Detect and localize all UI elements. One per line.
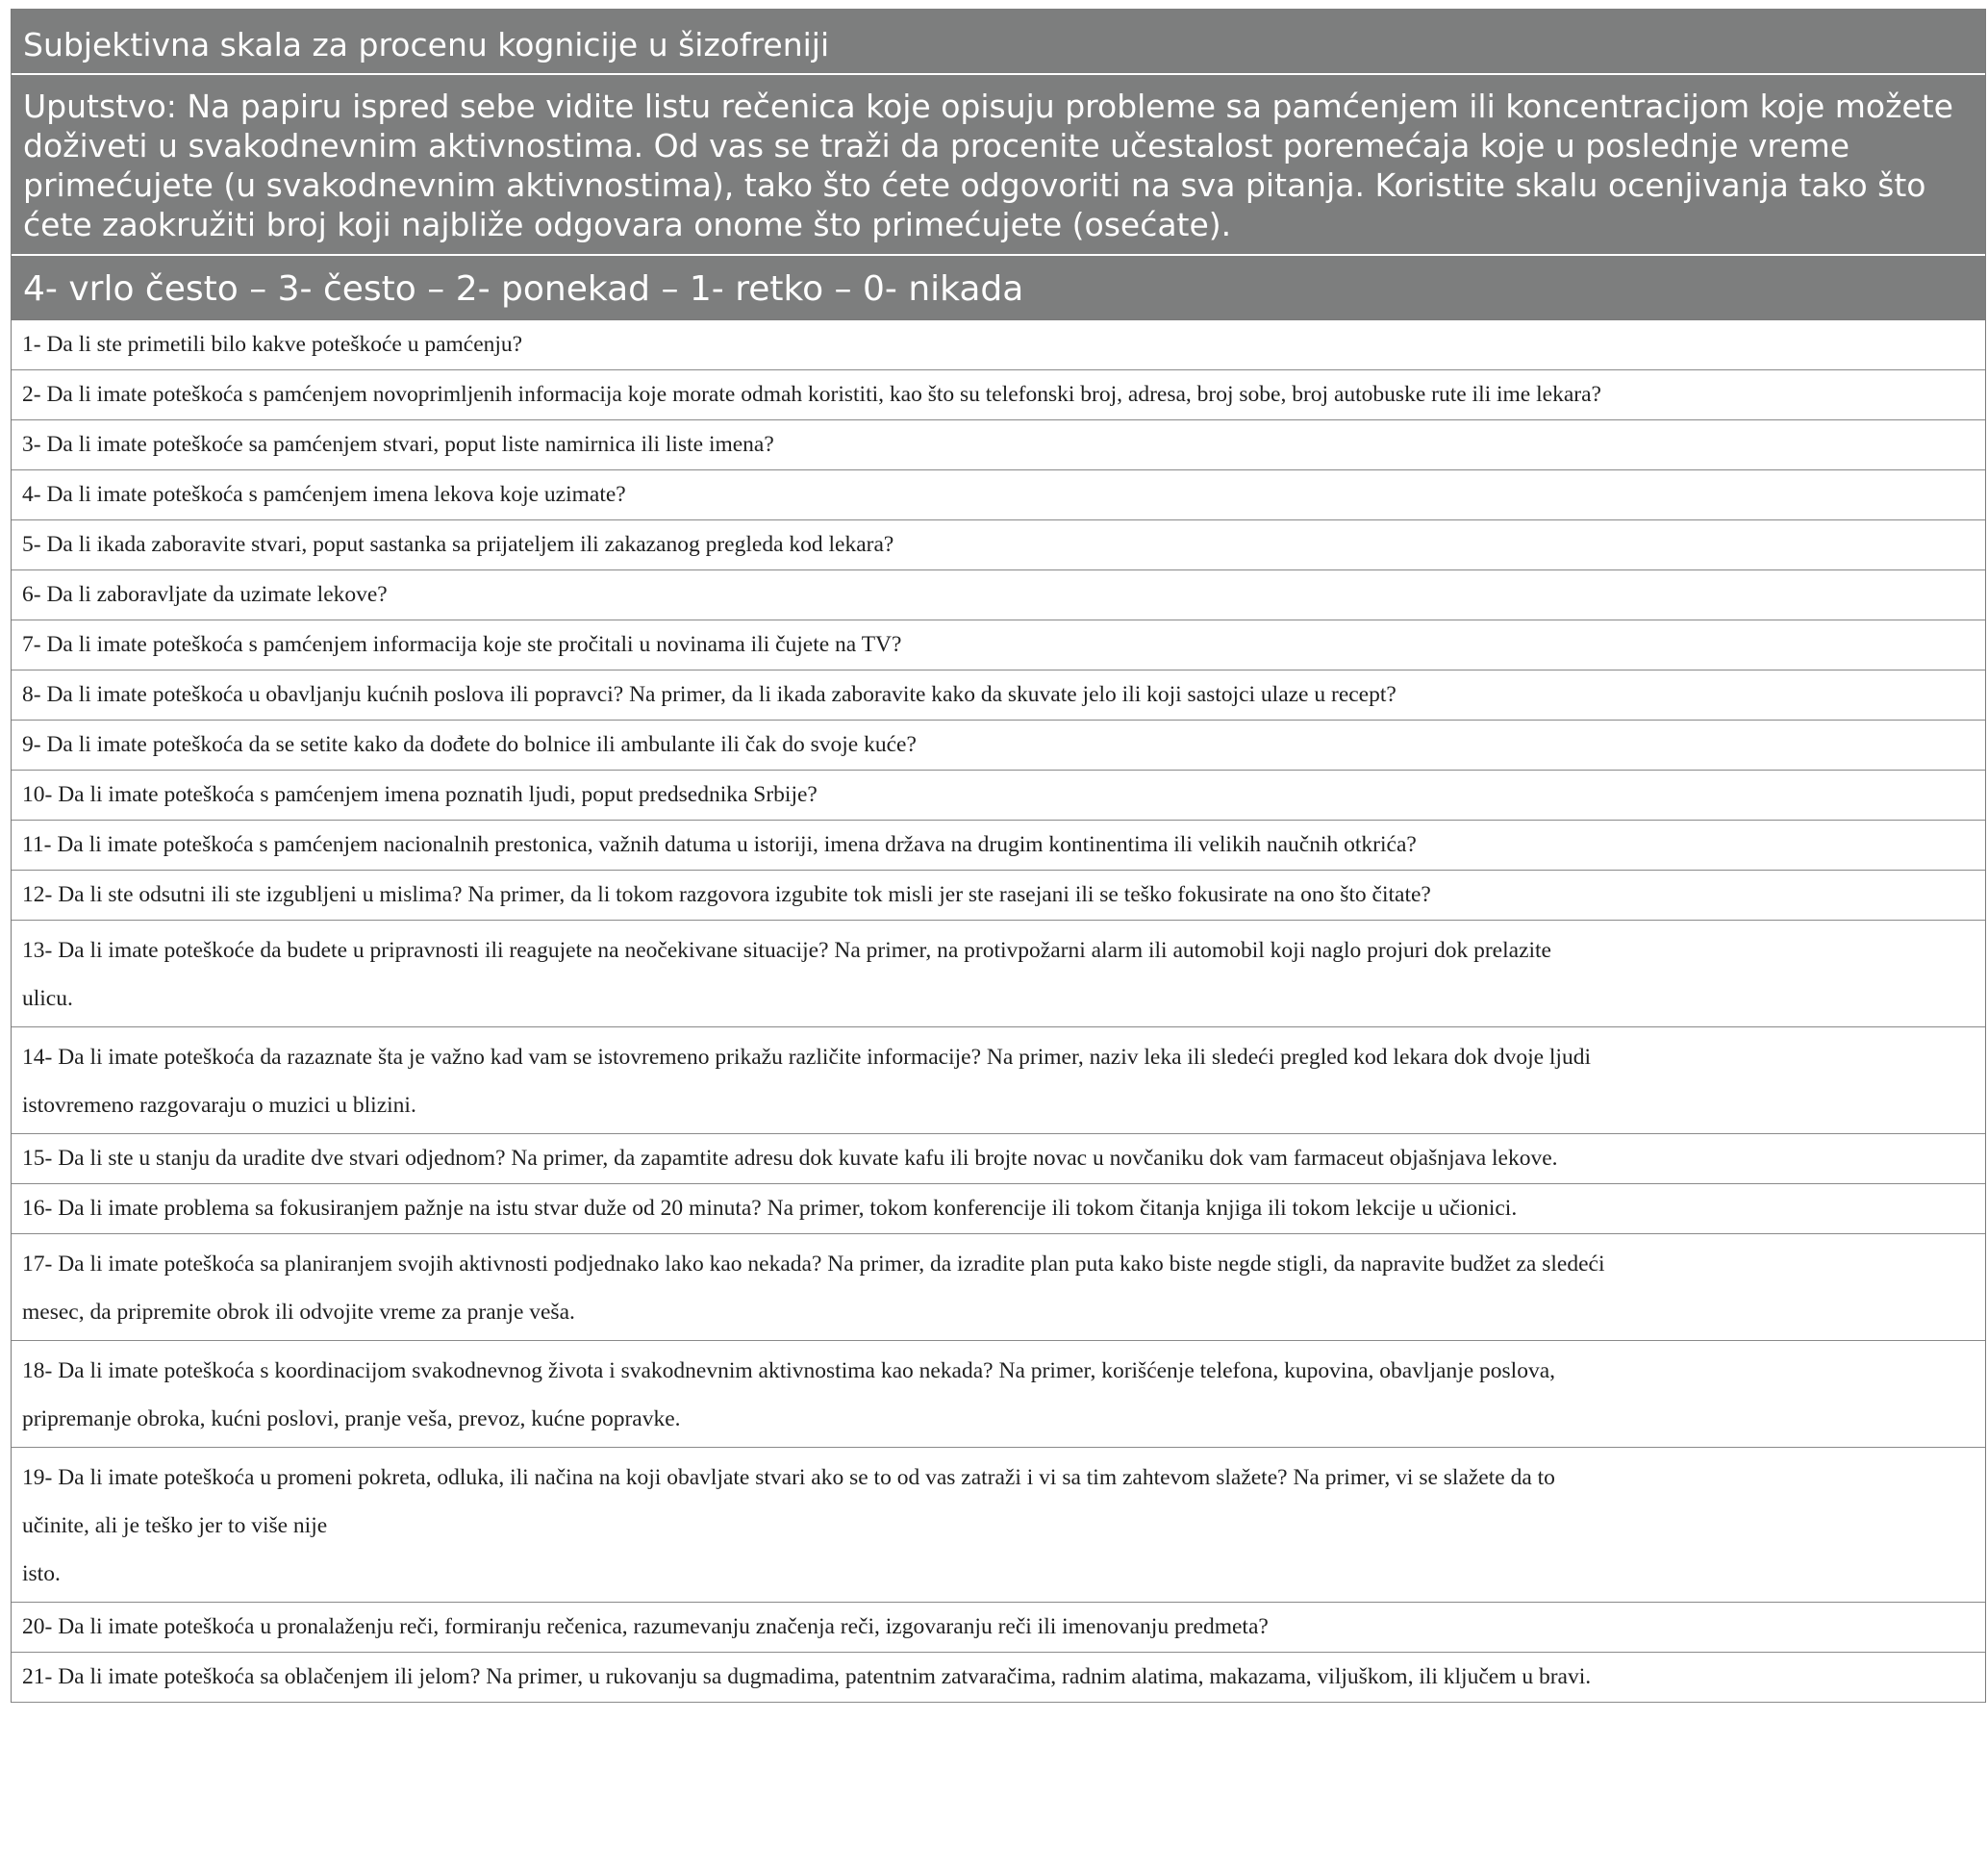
question-row: 19- Da li imate poteškoća u promeni pokreta, odluka, ili načina na koji obavljate stvari ako se to od vas zatraži i vi sa tim zahtevom slažete? Na primer, vi se slažete da to učinite, ali je teško jer to više nije isto. <box>12 1448 1985 1603</box>
question-row: 18- Da li imate poteškoća s koordinacijom svakodnevnog života i svakodnevnim aktivnostima kao nekada? Na primer, korišćenje telefona, kupovina, obavljanje poslova, pripremanje obroka, kućni poslovi, pranje veša, prevoz, kućne popravke. <box>12 1341 1985 1448</box>
question-row: 3- Da li imate poteškoće sa pamćenjem stvari, poput liste namirnica ili liste imena? <box>12 420 1985 470</box>
question-row: 9- Da li imate poteškoća da se setite kako da dođete do bolnice ili ambulante ili čak do svoje kuće? <box>12 721 1985 771</box>
table-title: Subjektivna skala za procenu kognicije u šizofreniji <box>12 9 1985 75</box>
question-row: 21- Da li imate poteškoća sa oblačenjem ili jelom? Na primer, u rukovanju sa dugmadima, patentnim zatvaračima, radnim alatima, makazama, viljuškom, ili ključem u bravi. <box>12 1653 1985 1703</box>
question-row: 14- Da li imate poteškoća da razaznate šta je važno kad vam se istovremeno prikažu različite informacije? Na primer, naziv leka ili sledeći pregled kod lekara dok dvoje ljudi istovremeno razgovaraju o muzici u blizini. <box>12 1027 1985 1134</box>
question-row: 1- Da li ste primetili bilo kakve poteškoće u pamćenju? <box>12 320 1985 370</box>
question-row: 4- Da li imate poteškoća s pamćenjem imena lekova koje uzimate? <box>12 470 1985 520</box>
question-row: 11- Da li imate poteškoća s pamćenjem nacionalnih prestonica, važnih datuma u istoriji, imena država na drugim kontinentima ili velikih naučnih otkrića? <box>12 821 1985 871</box>
question-row: 7- Da li imate poteškoća s pamćenjem informacija koje ste pročitali u novinama ili čujete na TV? <box>12 620 1985 670</box>
rating-scale: 4- vrlo često – 3- često – 2- ponekad – 1- retko – 0- nikada <box>12 256 1985 320</box>
question-row: 16- Da li imate problema sa fokusiranjem pažnje na istu stvar duže od 20 minuta? Na primer, tokom konferencije ili tokom čitanja knjiga ili tokom lekcije u učionici. <box>12 1184 1985 1234</box>
question-row: 12- Da li ste odsutni ili ste izgubljeni u mislima? Na primer, da li tokom razgovora izgubite tok misli jer ste rasejani ili se teško fokusirate na ono što čitate? <box>12 871 1985 921</box>
instruction-text: Uputstvo: Na papiru ispred sebe vidite listu rečenica koje opisuju probleme sa pamćenjem ili koncentracijom koje možete doživeti u svakodnevnim aktivnostima. Od vas se traži da procenite učestalost poremećaja koje u poslednje vreme primećujete (u svakodnevnim aktivnostima), tako što ćete odgovoriti na sva pitanja. Koristite skalu ocenjivanja tako što ćete zaokružiti broj koji najbliže odgovara onome što primećujete (osećate). <box>12 75 1985 256</box>
question-row: 15- Da li ste u stanju da uradite dve stvari odjednom? Na primer, da zapamtite adresu dok kuvate kafu ili brojte novac u novčaniku dok vam farmaceut objašnjava lekove. <box>12 1134 1985 1184</box>
question-row: 13- Da li imate poteškoće da budete u pripravnosti ili reagujete na neočekivane situacije? Na primer, na protivpožarni alarm ili automobil koji naglo projuri dok prelazite ulicu. <box>12 921 1985 1027</box>
question-row: 2- Da li imate poteškoća s pamćenjem novoprimljenih informacija koje morate odmah koristiti, kao što su telefonski broj, adresa, broj sobe, broj autobuske rute ili ime lekara? <box>12 370 1985 420</box>
question-row: 17- Da li imate poteškoća sa planiranjem svojih aktivnosti podjednako lako kao nekada? Na primer, da izradite plan puta kako biste negde stigli, da napravite budžet za sledeći mesec, da pripremite obrok ili odvojite vreme za pranje veša. <box>12 1234 1985 1341</box>
questionnaire-table <box>11 9 1986 1703</box>
question-row: 8- Da li imate poteškoća u obavljanju kućnih poslova ili popravci? Na primer, da li ikada zaboravite kako da skuvate jelo ili koji sastojci ulaze u recept? <box>12 670 1985 721</box>
question-list <box>12 320 1985 1703</box>
question-row: 20- Da li imate poteškoća u pronalaženju reči, formiranju rečenica, razumevanju značenja reči, izgovaranju reči ili imenovanju predmeta? <box>12 1603 1985 1653</box>
question-row: 6- Da li zaboravljate da uzimate lekove? <box>12 570 1985 620</box>
question-row: 5- Da li ikada zaboravite stvari, poput sastanka sa prijateljem ili zakazanog pregleda kod lekara? <box>12 520 1985 570</box>
question-row: 10- Da li imate poteškoća s pamćenjem imena poznatih ljudi, poput predsednika Srbije? <box>12 771 1985 821</box>
